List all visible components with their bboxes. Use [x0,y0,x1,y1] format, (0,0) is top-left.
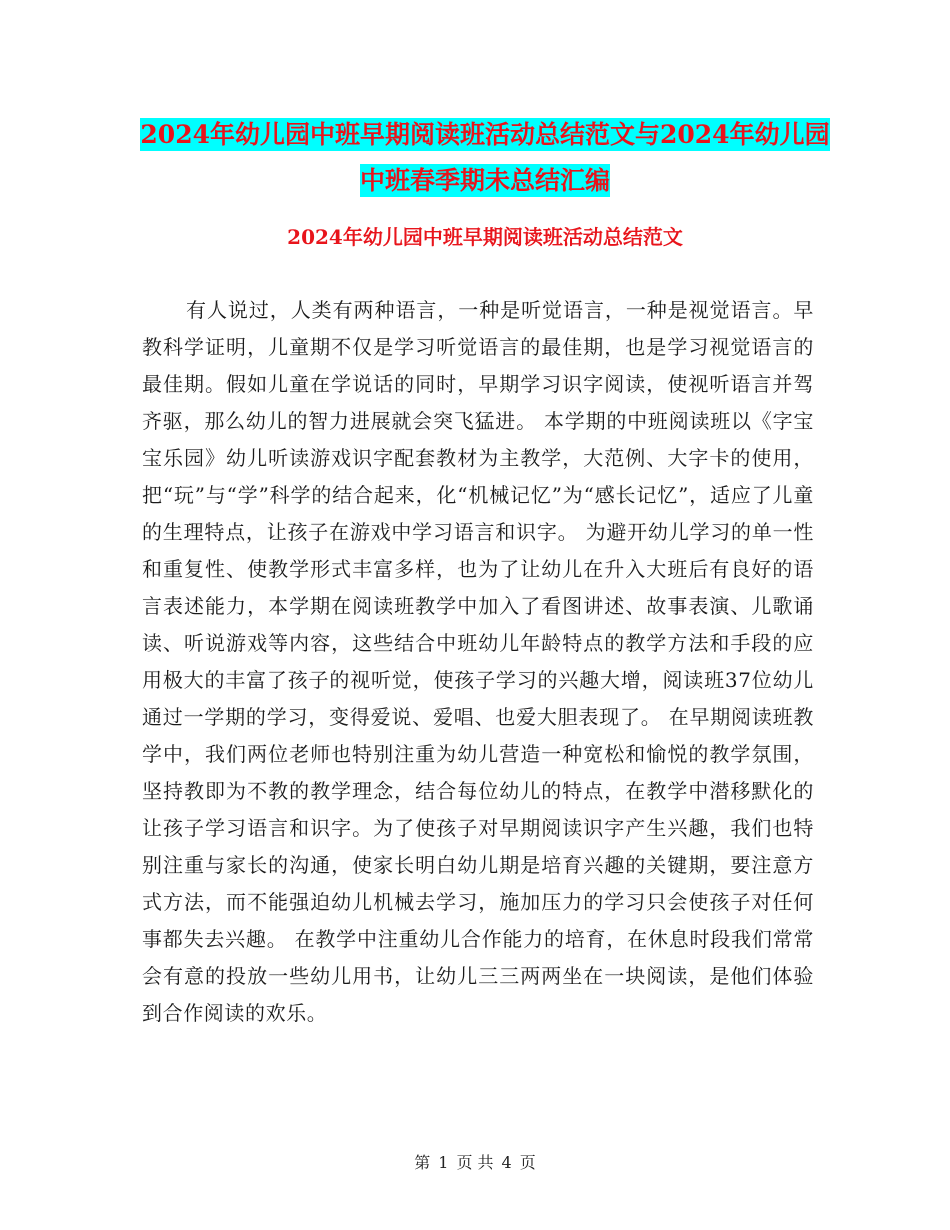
section-title: 2024年幼儿园中班早期阅读班活动总结范文 [287,225,683,249]
footer-page-suffix: 页 [519,1153,536,1172]
body-paragraph: 有人说过，人类有两种语言，一种是听觉语言，一种是视觉语言。早教科学证明，儿童期不仅是学习听觉语言的最佳期，也是学习视觉语言的最佳期。假如儿童在学说话的同时，早期学习识字阅读，使视听语言并驾齐驱，那么幼儿的智力进展就会突飞猛进。 本学期的中班阅读班以《字宝宝乐园》幼儿听读游戏识字配套教材为主教学，大范例、大字卡的使用，把“玩”与“学”科学的结合起来，化“机械记忆”为“感长记忆”，适应了儿童的生理特点，让孩子在游戏中学习语言和识字。 为避开幼儿学习的单一性和重复性、使教学形式丰富多样，也为了让幼儿在升入大班后有良好的语言表述能力，本学期在阅读班教学中加入了看图讲述、故事表演、儿歌诵读、听说游戏等内容，这些结合中班幼儿年龄特点的教学方法和手段的应用极大的丰富了孩子的视听觉，使孩子学习的兴趣大增，阅读班37位幼儿通过一学期的学习，变得爱说、爱唱、也爱大胆表现了。 在早期阅读班教学中，我们两位老师也特别注重为幼儿营造一种宽松和愉悦的教学氛围，坚持教即为不教的教学理念，结合每位幼儿的特点，在教学中潜移默化的让孩子学习语言和识字。为了使孩子对早期阅读识字产生兴趣，我们也特别注重与家长的沟通，使家长明白幼儿期是培育兴趣的关键期，要注意方式方法，而不能强迫幼儿机械去学习，施加压力的学习只会使孩子对任何事都失去兴趣。 在教学中注重幼儿合作能力的培育，在休息时段我们常常会有意的投放一些幼儿用书，让幼儿三三两两坐在一块阅读，是他们体验到合作阅读的欢乐。 [142,298,814,1025]
footer-page-total: 4 [501,1153,512,1172]
footer-page-prefix: 第 [414,1153,431,1172]
document-title-text: 2024年幼儿园中班早期阅读班活动总结范文与2024年幼儿园中班春季期未总结汇编 [140,120,830,195]
document-title [140,112,830,204]
footer-page-mid: 页 共 [456,1153,494,1172]
footer-page-number: 1 [438,1153,449,1172]
page-footer [0,1151,950,1175]
